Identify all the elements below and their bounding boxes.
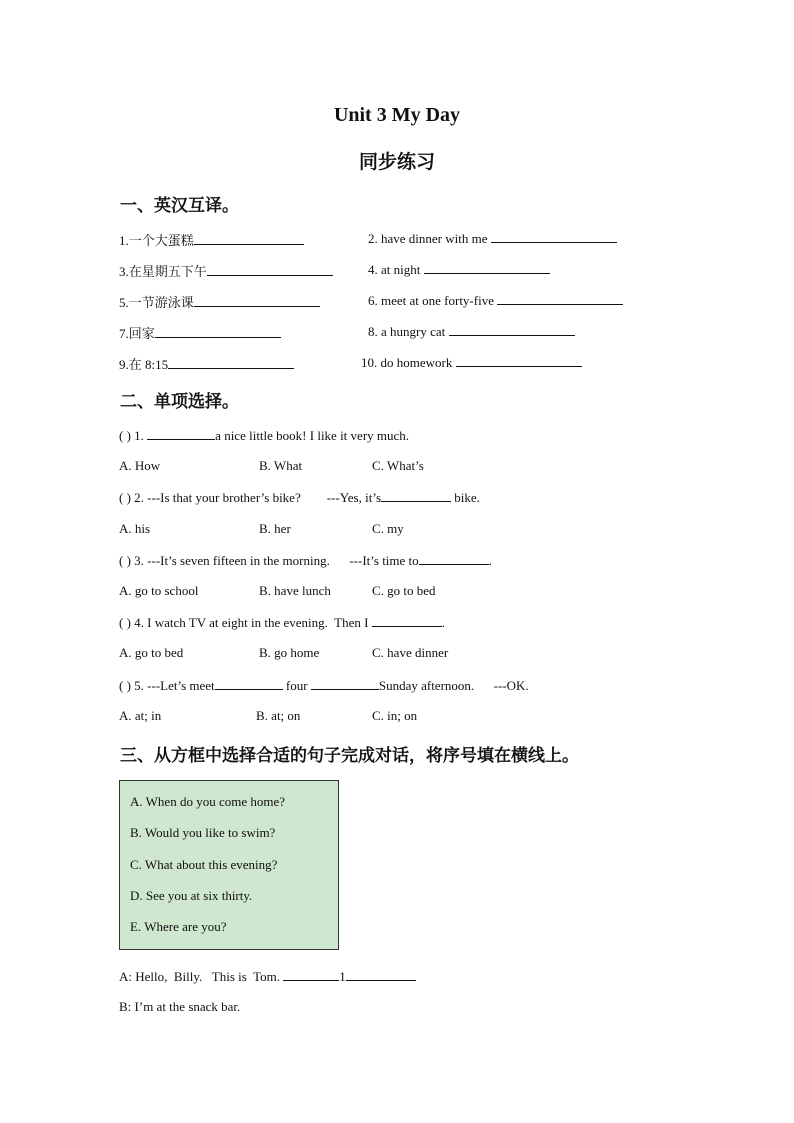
q2-option-a: A. his <box>119 521 151 536</box>
translation-item-8: 8. a hungry cat <box>368 323 575 340</box>
translation-item-3: 3.在星期五下午 <box>119 261 333 280</box>
box-item-a: A. When do you come home? <box>130 794 285 809</box>
translation-item-2: 2. have dinner with me <box>368 230 617 247</box>
section-3-heading: 三、从方框中选择合适的句子完成对话，将序号填在横线上。 <box>120 746 579 766</box>
section-1-heading: 一、英汉互译。 <box>120 196 239 216</box>
page-subtitle: 同步练习 <box>358 151 435 173</box>
q5-option-b: B. at; on <box>256 708 301 723</box>
q3-option-c: C. go to bed <box>372 583 436 598</box>
page-title: Unit 3 My Day <box>333 104 461 126</box>
q2-option-b: B. her <box>259 521 291 536</box>
translation-item-10: 10. do homework <box>361 354 582 371</box>
q5-option-a: A. at; in <box>119 708 162 723</box>
dialogue-line-1: A: Hello, Billy. This is Tom. 1 <box>119 968 416 985</box>
q2-option-c: C. my <box>372 521 404 536</box>
translation-item-1: 1.一个大蛋糕 <box>119 230 304 249</box>
translation-item-6: 6. meet at one forty-five <box>368 292 623 309</box>
dialogue-line-2: B: I’m at the snack bar. <box>119 999 241 1014</box>
translation-item-4: 4. at night <box>368 261 550 278</box>
box-item-c: C. What about this evening? <box>130 857 278 872</box>
translation-item-7: 7.回家 <box>119 323 281 342</box>
q1-option-a: A. How <box>119 458 161 473</box>
q1-option-b: B. What <box>259 458 303 473</box>
translation-item-9: 9.在 8:15 <box>119 354 294 373</box>
section-2-heading: 二、单项选择。 <box>120 392 239 412</box>
question-1: ( ) 1. a nice little book! I like it very much. <box>119 428 410 443</box>
q5-option-c: C. in; on <box>372 708 418 723</box>
q4-option-c: C. have dinner <box>372 645 449 660</box>
box-item-b: B. Would you like to swim? <box>130 825 276 840</box>
translation-item-5: 5.一节游泳课 <box>119 292 320 311</box>
question-2: ( ) 2. ---Is that your brother’s bike? ---Yes, it’s bike. <box>119 490 480 505</box>
q3-option-a: A. go to school <box>119 583 199 598</box>
sentence-choice-box <box>119 780 339 950</box>
q1-option-c: C. What’s <box>372 458 424 473</box>
box-item-e: E. Where are you? <box>130 919 227 934</box>
box-item-d: D. See you at six thirty. <box>130 888 253 903</box>
question-5: ( ) 5. ---Let’s meet four Sunday afternoon. ---OK. <box>119 678 529 693</box>
question-3: ( ) 3. ---It’s seven fifteen in the morning. ---It’s time to . <box>119 553 492 568</box>
q3-option-b: B. have lunch <box>259 583 331 598</box>
q4-option-a: A. go to bed <box>119 645 184 660</box>
question-4: ( ) 4. I watch TV at eight in the evening. Then I . <box>119 615 445 630</box>
q4-option-b: B. go home <box>259 645 320 660</box>
